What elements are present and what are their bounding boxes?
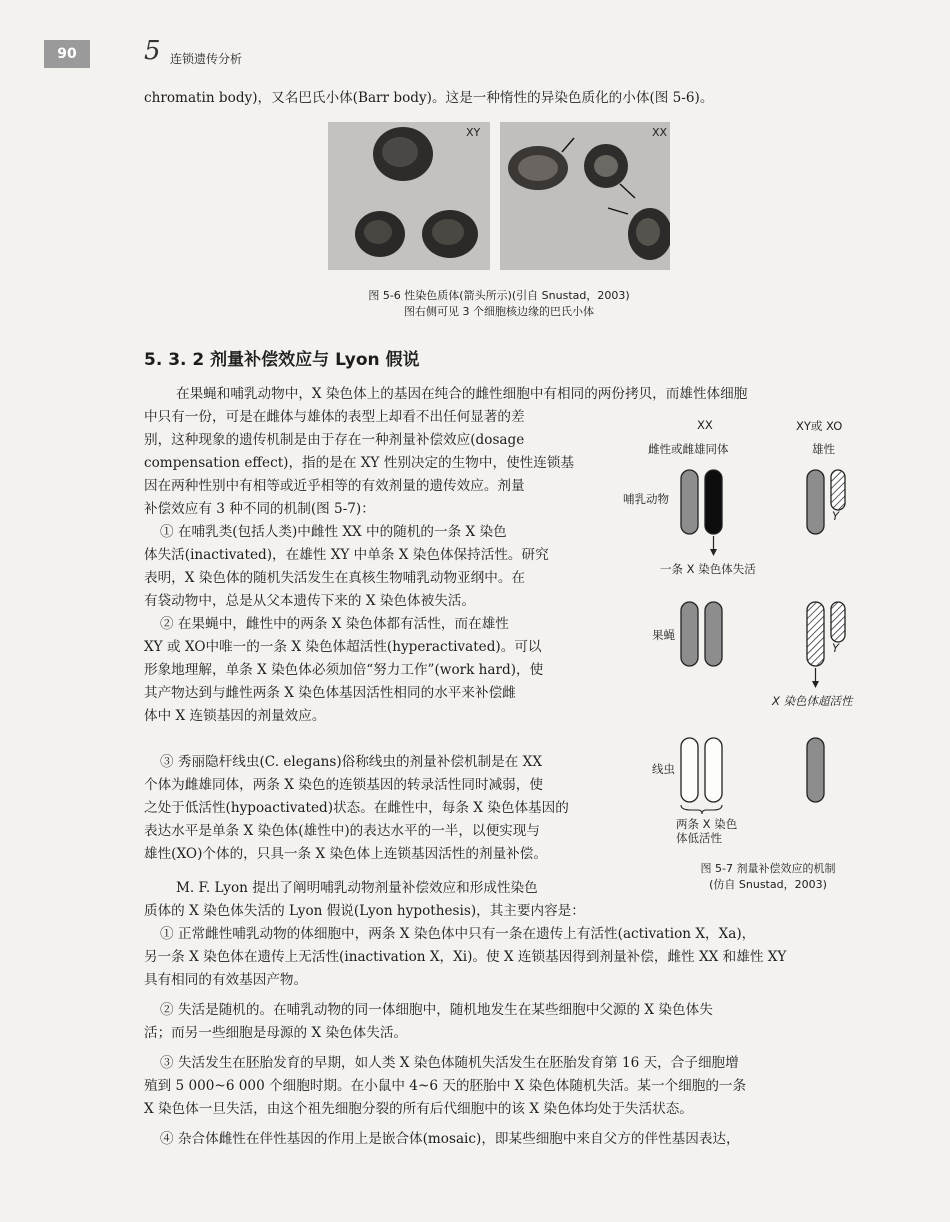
chapter-number: 5 bbox=[144, 36, 161, 66]
figure-5-7-caption: 图 5-7 剂量补偿效应的机制 bbox=[700, 862, 836, 875]
fig57-note-worm-2: 体低活性 bbox=[676, 831, 722, 845]
lyon-point-line: 殖到 5 000~6 000 个细胞时期。在小鼠中 4~6 天的胚胎中 X 染色体随机失活。某一个细胞的一条 bbox=[144, 1078, 747, 1094]
mammal-x-inactive bbox=[705, 470, 722, 534]
item2-line: 形象地理解，单条 X 染色体必须加倍“努力工作”(work hard)，使 bbox=[144, 662, 544, 678]
fig57-col-right-sub: 雄性 bbox=[812, 442, 835, 456]
fig57-note-mammal: 一条 X 染色体失活 bbox=[660, 562, 756, 576]
lyon-intro-line: 质体的 X 染色体失活的 Lyon 假说(Lyon hypothesis)，其主要内容是： bbox=[144, 903, 585, 919]
figure-5-6-subcaption: 图右侧可见 3 个细胞核边缘的巴氏小体 bbox=[404, 305, 594, 318]
item3-line: 雄性(XO)个体的，只具一条 X 染色体上连锁基因活性的剂量补偿。 bbox=[144, 846, 547, 862]
fig57-col-right-head: XY或 XO bbox=[796, 419, 843, 433]
para1-line: 在果蝇和哺乳动物中，X 染色体上的基因在纯合的雌性细胞中有相同的两份拷贝，而雄性体细胞 bbox=[176, 386, 748, 402]
micrograph-xy-label: XY bbox=[466, 126, 481, 139]
chapter-title: 连锁遗传分析 bbox=[170, 52, 243, 66]
page-number: 90 bbox=[44, 40, 90, 68]
para1-line: 因在两种性别中有相等或近乎相等的有效剂量的遗传效应。剂量 bbox=[144, 478, 525, 494]
para1-line: compensation effect)，指的是在 XY 性别决定的生物中，使性连锁基 bbox=[144, 455, 575, 471]
para1-line: 补偿效应有 3 种不同的机制(图 5-7)： bbox=[144, 501, 375, 517]
item2-line: ② 在果蝇中，雌性中的两条 X 染色体都有活性，而在雄性 bbox=[160, 616, 509, 632]
figure-5-6-caption: 图 5-6 性染色质体(箭头所示)(引自 Snustad，2003) bbox=[368, 289, 630, 302]
lyon-point-line: ② 失活是随机的。在哺乳动物的同一体细胞中，随机地发生在某些细胞中父源的 X 染色体失 bbox=[160, 1002, 713, 1018]
intro-line: chromatin body)，又名巴氏小体(Barr body)。这是一种惰性的异染色质化的小体(图 5-6)。 bbox=[144, 90, 714, 106]
fig57-row-worm: 线虫 bbox=[652, 762, 675, 776]
fig57-note-worm-1: 两条 X 染色 bbox=[676, 817, 738, 831]
fly-x-1 bbox=[681, 602, 698, 666]
para1-line: 中只有一份，可是在雌体与雄体的表型上却看不出任何显著的差 bbox=[144, 409, 525, 425]
item2-line: 体中 X 连锁基因的剂量效应。 bbox=[144, 708, 326, 724]
item3-line: 之处于低活性(hypoactivated)状态。在雌性中，每条 X 染色体基因的 bbox=[144, 800, 569, 816]
item1-line: 有袋动物中，总是从父本遗传下来的 X 染色体被失活。 bbox=[144, 593, 475, 609]
fig57-diagram bbox=[640, 460, 900, 820]
lyon-point-line: X 染色体一旦失活，由这个祖先细胞分裂的所有后代细胞中的该 X 染色体均处于失活状态。 bbox=[144, 1101, 693, 1117]
micrograph-xx bbox=[500, 122, 670, 270]
micrograph-xy-image bbox=[328, 122, 490, 270]
micrograph-xy bbox=[328, 122, 490, 270]
section-heading: 5. 3. 2 剂量补偿效应与 Lyon 假说 bbox=[144, 350, 420, 370]
mammal-x-active bbox=[681, 470, 698, 534]
fig57-col-left-head: XX bbox=[697, 418, 713, 432]
para1-line: 别，这种现象的遗传机制是由于存在一种剂量补偿效应(dosage bbox=[144, 432, 525, 448]
item2-line: 其产物达到与雌性两条 X 染色体基因活性相同的水平来补偿雌 bbox=[144, 685, 516, 701]
fig57-note-fly: X 染色体超活性 bbox=[772, 694, 853, 708]
figure-5-7-subcaption: (仿自 Snustad，2003) bbox=[709, 878, 827, 891]
item1-line: ① 在哺乳类(包括人类)中雌性 XX 中的随机的一条 X 染色 bbox=[160, 524, 507, 540]
fig57-y-label-1: Y bbox=[832, 509, 840, 523]
mammal-y bbox=[831, 470, 845, 510]
lyon-point-line: 具有相同的有效基因产物。 bbox=[144, 972, 308, 988]
mammal-male-x bbox=[807, 470, 824, 534]
worm-male-x bbox=[807, 738, 824, 802]
fly-y bbox=[831, 602, 845, 642]
item3-line: ③ 秀丽隐杆线虫(C. elegans)俗称线虫的剂量补偿机制是在 XX bbox=[160, 754, 543, 770]
worm-x-2 bbox=[705, 738, 722, 802]
lyon-point-line: ③ 失活发生在胚胎发育的早期，如人类 X 染色体随机失活发生在胚胎发育第 16 天，合子细胞增 bbox=[160, 1055, 739, 1071]
fig57-row-mammal: 哺乳动物 bbox=[623, 492, 669, 506]
lyon-point-line: ① 正常雌性哺乳动物的体细胞中，两条 X 染色体中只有一条在遗传上有活性(activation X，Xa)， bbox=[160, 926, 756, 942]
item1-line: 体失活(inactivated)，在雄性 XY 中单条 X 染色体保持活性。研究 bbox=[144, 547, 549, 563]
micrograph-xx-image bbox=[500, 122, 670, 270]
lyon-point-line: 另一条 X 染色体在遗传上无活性(inactivation X，Xi)。使 X 连锁基因得到剂量补偿，雌性 XX 和雄性 XY bbox=[144, 949, 787, 965]
item2-line: XY 或 XO中唯一的一条 X 染色体超活性(hyperactivated)。可以 bbox=[144, 639, 542, 655]
fig57-y-label-2: Y bbox=[832, 641, 840, 655]
lyon-point-line: 活；而另一些细胞是母源的 X 染色体失活。 bbox=[144, 1025, 408, 1041]
fig57-row-fly: 果蝇 bbox=[652, 628, 675, 642]
fig57-col-left-sub: 雌性或雌雄同体 bbox=[648, 442, 729, 456]
item1-line: 表明，X 染色体的随机失活发生在真核生物哺乳动物亚纲中。在 bbox=[144, 570, 526, 586]
item3-line: 个体为雌雄同体，两条 X 染色的连锁基因的转录活性同时减弱，使 bbox=[144, 777, 543, 793]
worm-brace bbox=[681, 805, 722, 814]
item3-line: 表达水平是单条 X 染色体(雄性中)的表达水平的一半，以便实现与 bbox=[144, 823, 540, 839]
worm-x-1 bbox=[681, 738, 698, 802]
lyon-point-line: ④ 杂合体雌性在伴性基因的作用上是嵌合体(mosaic)，即某些细胞中来自父方的伴性基因表达， bbox=[160, 1131, 740, 1147]
fly-x-2 bbox=[705, 602, 722, 666]
lyon-intro-line: M. F. Lyon 提出了阐明哺乳动物剂量补偿效应和形成性染色 bbox=[176, 880, 538, 896]
fly-male-x bbox=[807, 602, 824, 666]
micrograph-xx-label: XX bbox=[652, 126, 668, 139]
